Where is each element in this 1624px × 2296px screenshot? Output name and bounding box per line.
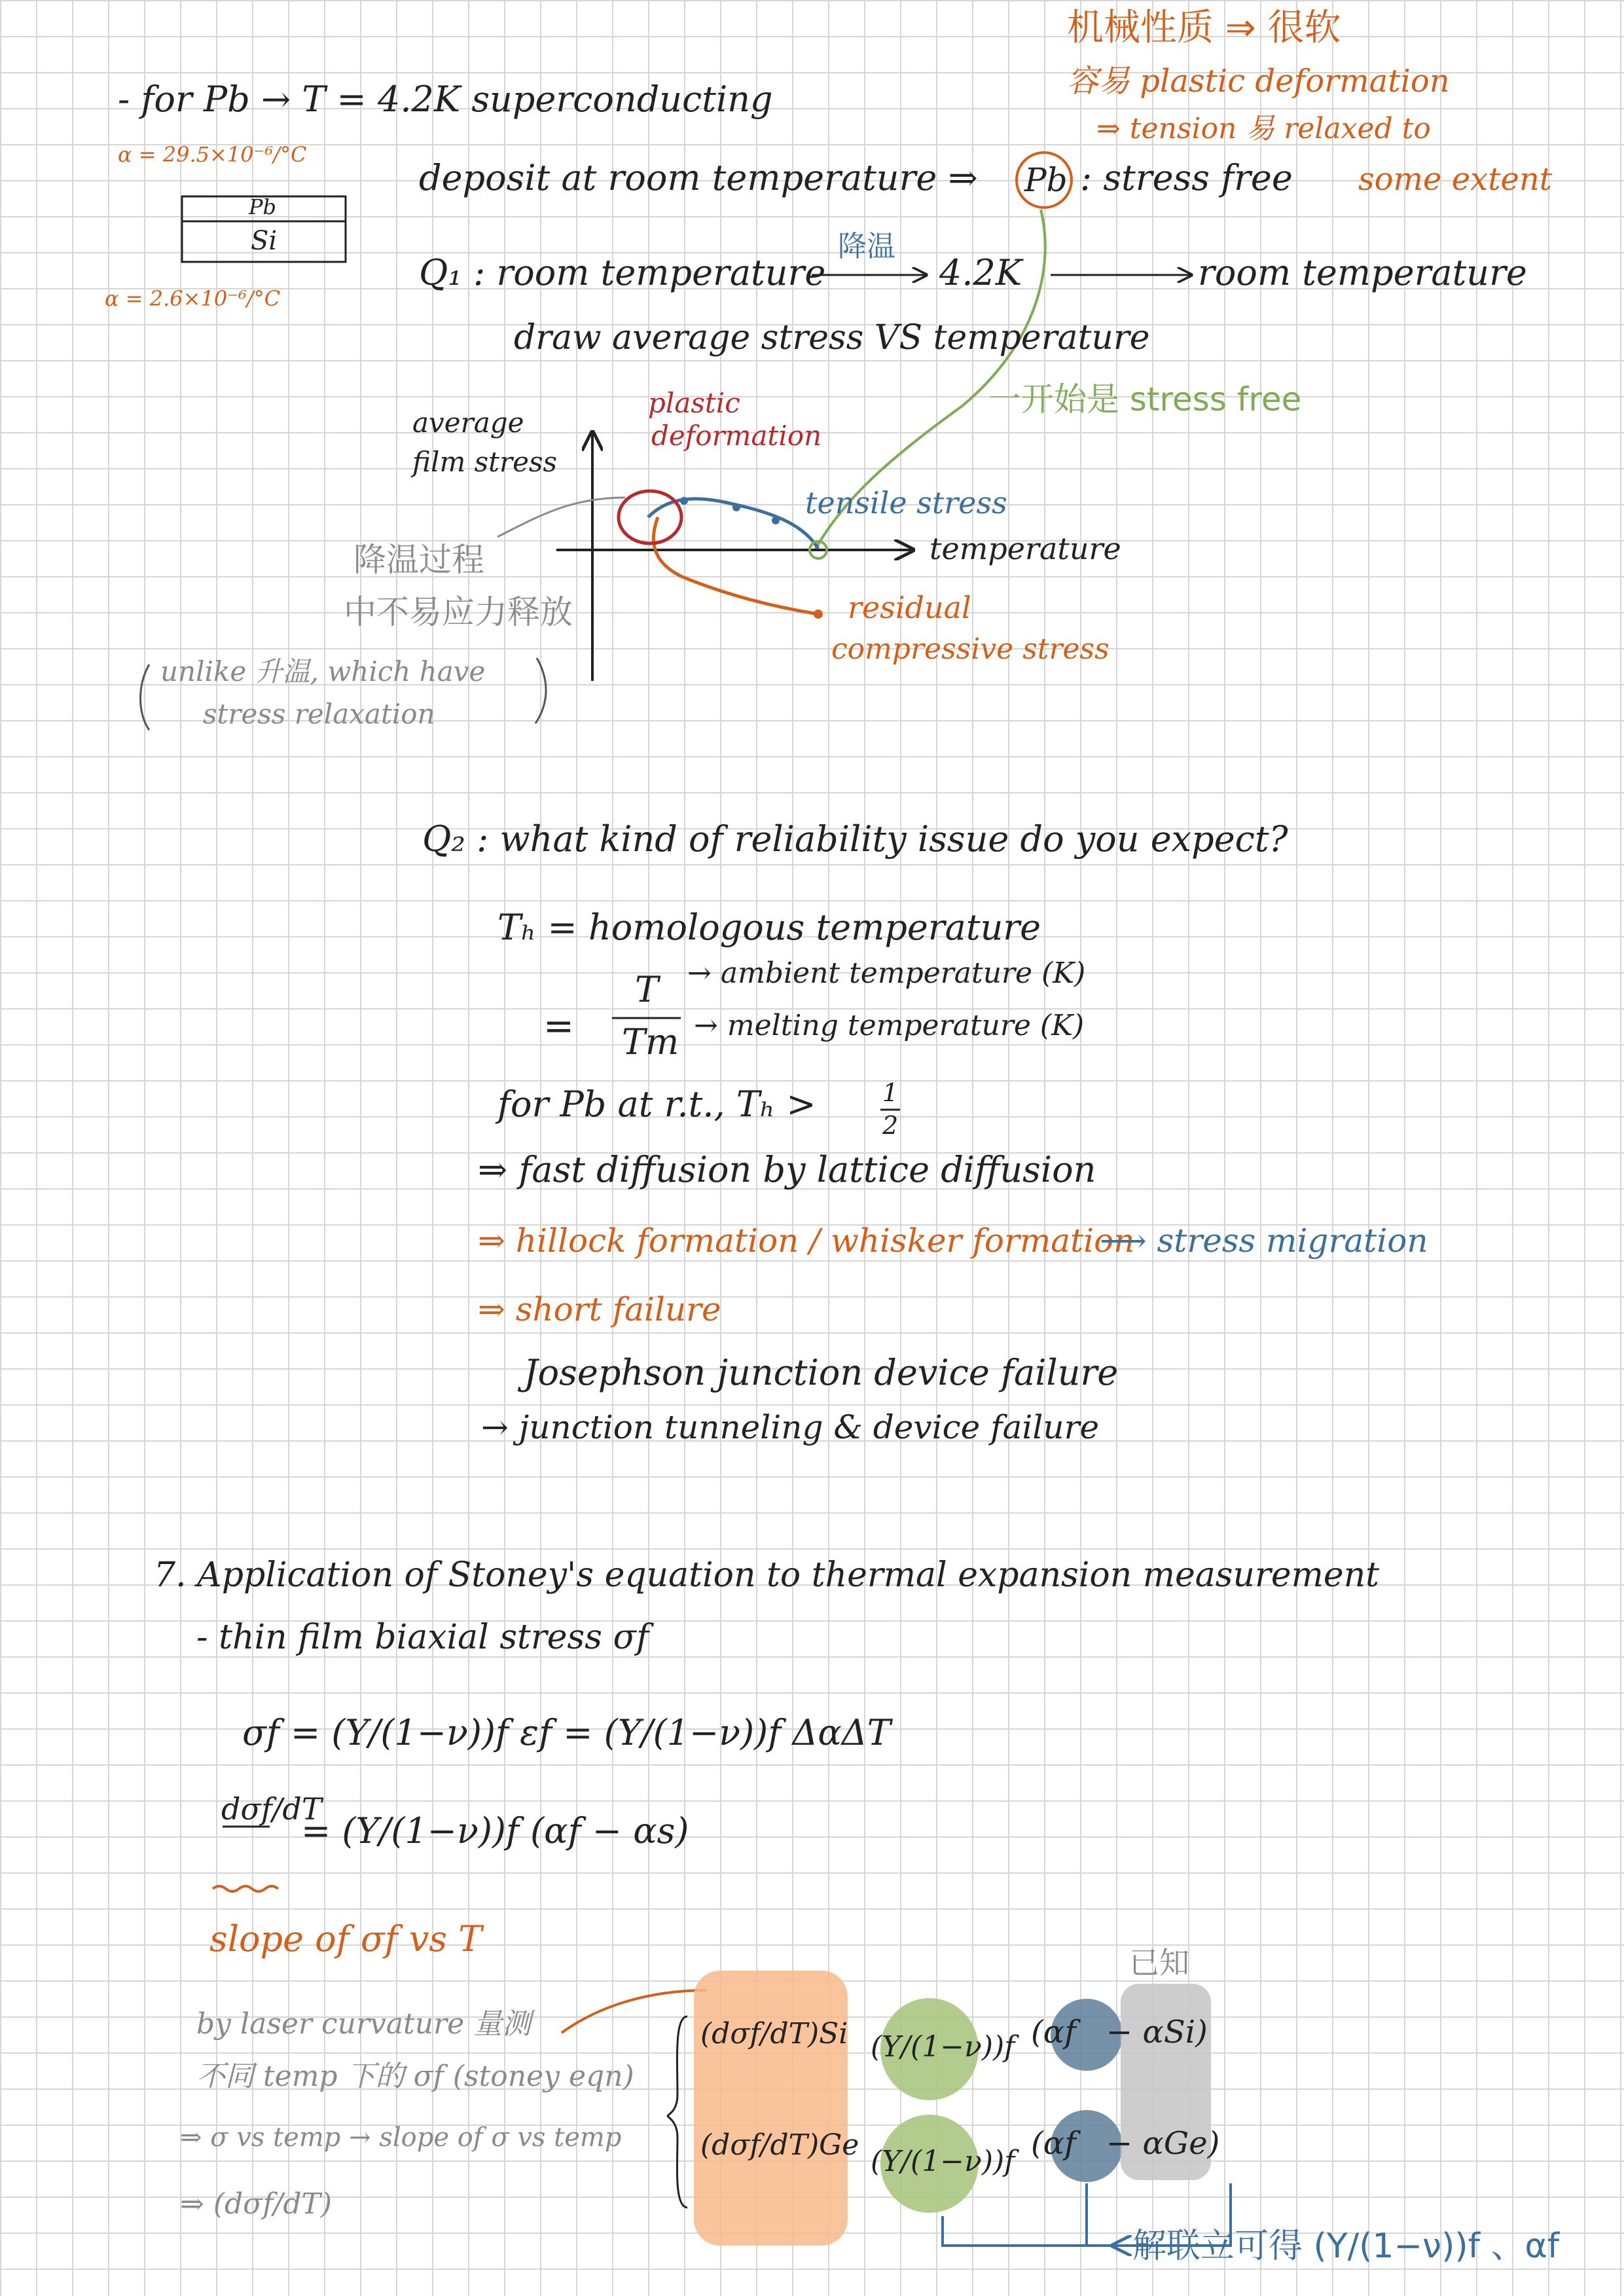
th-equals: = [543,1005,574,1048]
th-numerator: T [635,969,659,1010]
green-note: 一开始是 stress free [988,380,1302,418]
graph-xlabel: temperature [929,531,1121,566]
tunneling-line: → junction tunneling & device failure [481,1408,1100,1446]
half-denominator: 2 [882,1111,899,1140]
note-tension: ⇒ tension 易 relaxed to [1096,112,1431,145]
pb-circled-text: Pb [1024,161,1068,199]
row1-as: − αSi) [1106,2014,1208,2050]
short-failure: ⇒ short failure [478,1290,721,1328]
tensile-label: tensile stress [805,485,1007,520]
q1-cooling-cn: 降温 [838,230,895,263]
laser-note-4: ⇒ (dσf/dT) [180,2187,333,2221]
q1-label: Q₁ : room temperature [419,252,826,293]
fast-diffusion: ⇒ fast diffusion by lattice diffusion [478,1149,1096,1190]
pb-rt-line: for Pb at r.t., Tₕ > [497,1084,816,1125]
th-denominator: Tm [622,1021,679,1063]
th-definition: Tₕ = homologous temperature [497,907,1041,948]
row2-y: (Y/(1−ν))f [871,2145,1015,2178]
gray-pointer-curve [497,498,625,537]
row2-af: (αf [1031,2125,1076,2162]
q1-task: draw average stress VS temperature [514,318,1150,357]
residual-label-2: compressive stress [831,632,1110,666]
row1-y: (Y/(1−ν))f [871,2030,1015,2064]
row1-lhs: (dσf/dT)Si [700,2017,848,2050]
layer-si-label: Si [251,226,278,256]
graph-ylabel-1: average [412,407,524,439]
lhs-highlight [694,1971,848,2246]
note-mechanical: 机械性质 ⇒ 很软 [1067,7,1341,49]
stress-free-text: : stress free [1080,157,1293,198]
laser-note-2: 不同 temp 下的 σf (stoney eqn) [196,2060,634,2093]
josephson-line: Josephson junction device failure [524,1352,1119,1393]
laser-note-1: by laser curvature 量测 [196,2007,532,2041]
row2-as: − αGe) [1106,2125,1220,2162]
deposit-line: deposit at room temperature ⇒ [419,157,978,198]
layer-pb-label: Pb [249,194,277,219]
q1-4k: 4.2K [939,252,1022,293]
hillock-line: ⇒ hillock formation / whisker formation [478,1222,1135,1260]
unlike-note-2: stress relaxation [203,698,435,730]
residual-label-1: residual [848,590,971,625]
graph-ylabel-2: film stress [412,446,558,478]
pb-superconducting-line: - for Pb → T = 4.2K superconducting [118,79,773,120]
note-plastic: 容易 plastic deformation [1067,63,1450,100]
plastic-label-1: plastic [648,387,740,419]
stoney-eq-2-rhs: = (Y/(1−ν))f (αf − αs) [301,1810,689,1851]
cooling-note-2: 中不易应力释放 [344,593,573,631]
stoney-eq-2-lhs: dσf/dT [221,1791,322,1827]
unlike-note-1: unlike 升温, which have [160,655,486,687]
solve-label: 解联立可得 (Y/(1−ν))f 、αf [1132,2227,1560,2266]
stoney-eq-1: σf = (Y/(1−ν))f εf = (Y/(1−ν))f ΔαΔT [242,1712,891,1753]
orange-connector [562,1990,707,2033]
q7-title: 7. Application of Stoney's equation to thermal expansion measurement [154,1556,1380,1595]
q7-subtitle: - thin film biaxial stress σf [196,1618,649,1657]
q1-room-temp-end: room temperature [1198,252,1527,293]
q2-question: Q₂ : what kind of reliability issue do you expect? [422,818,1288,860]
known-label: 已知 [1129,1945,1189,1980]
slope-label: slope of σf vs T [209,1918,482,1959]
th-den-note: → melting temperature (K) [694,1009,1085,1042]
alpha-si: α = 2.6×10⁻⁶/°C [105,286,281,311]
stress-migration: ⟶ stress migration [1100,1222,1428,1260]
wavy-underline [213,1886,278,1891]
note-some-extent: some extent [1358,161,1553,198]
row2-lhs: (dσf/dT)Ge [700,2128,859,2162]
half-numerator: 1 [882,1078,899,1107]
row1-af: (αf [1031,2014,1076,2050]
alpha-pb: α = 29.5×10⁻⁶/°C [118,142,307,167]
laser-note-3: ⇒ σ vs temp → slope of σ vs temp [180,2123,622,2153]
cooling-note-1: 降温过程 [353,541,484,579]
plastic-label-2: deformation [651,420,822,452]
th-num-note: → ambient temperature (K) [687,957,1086,990]
